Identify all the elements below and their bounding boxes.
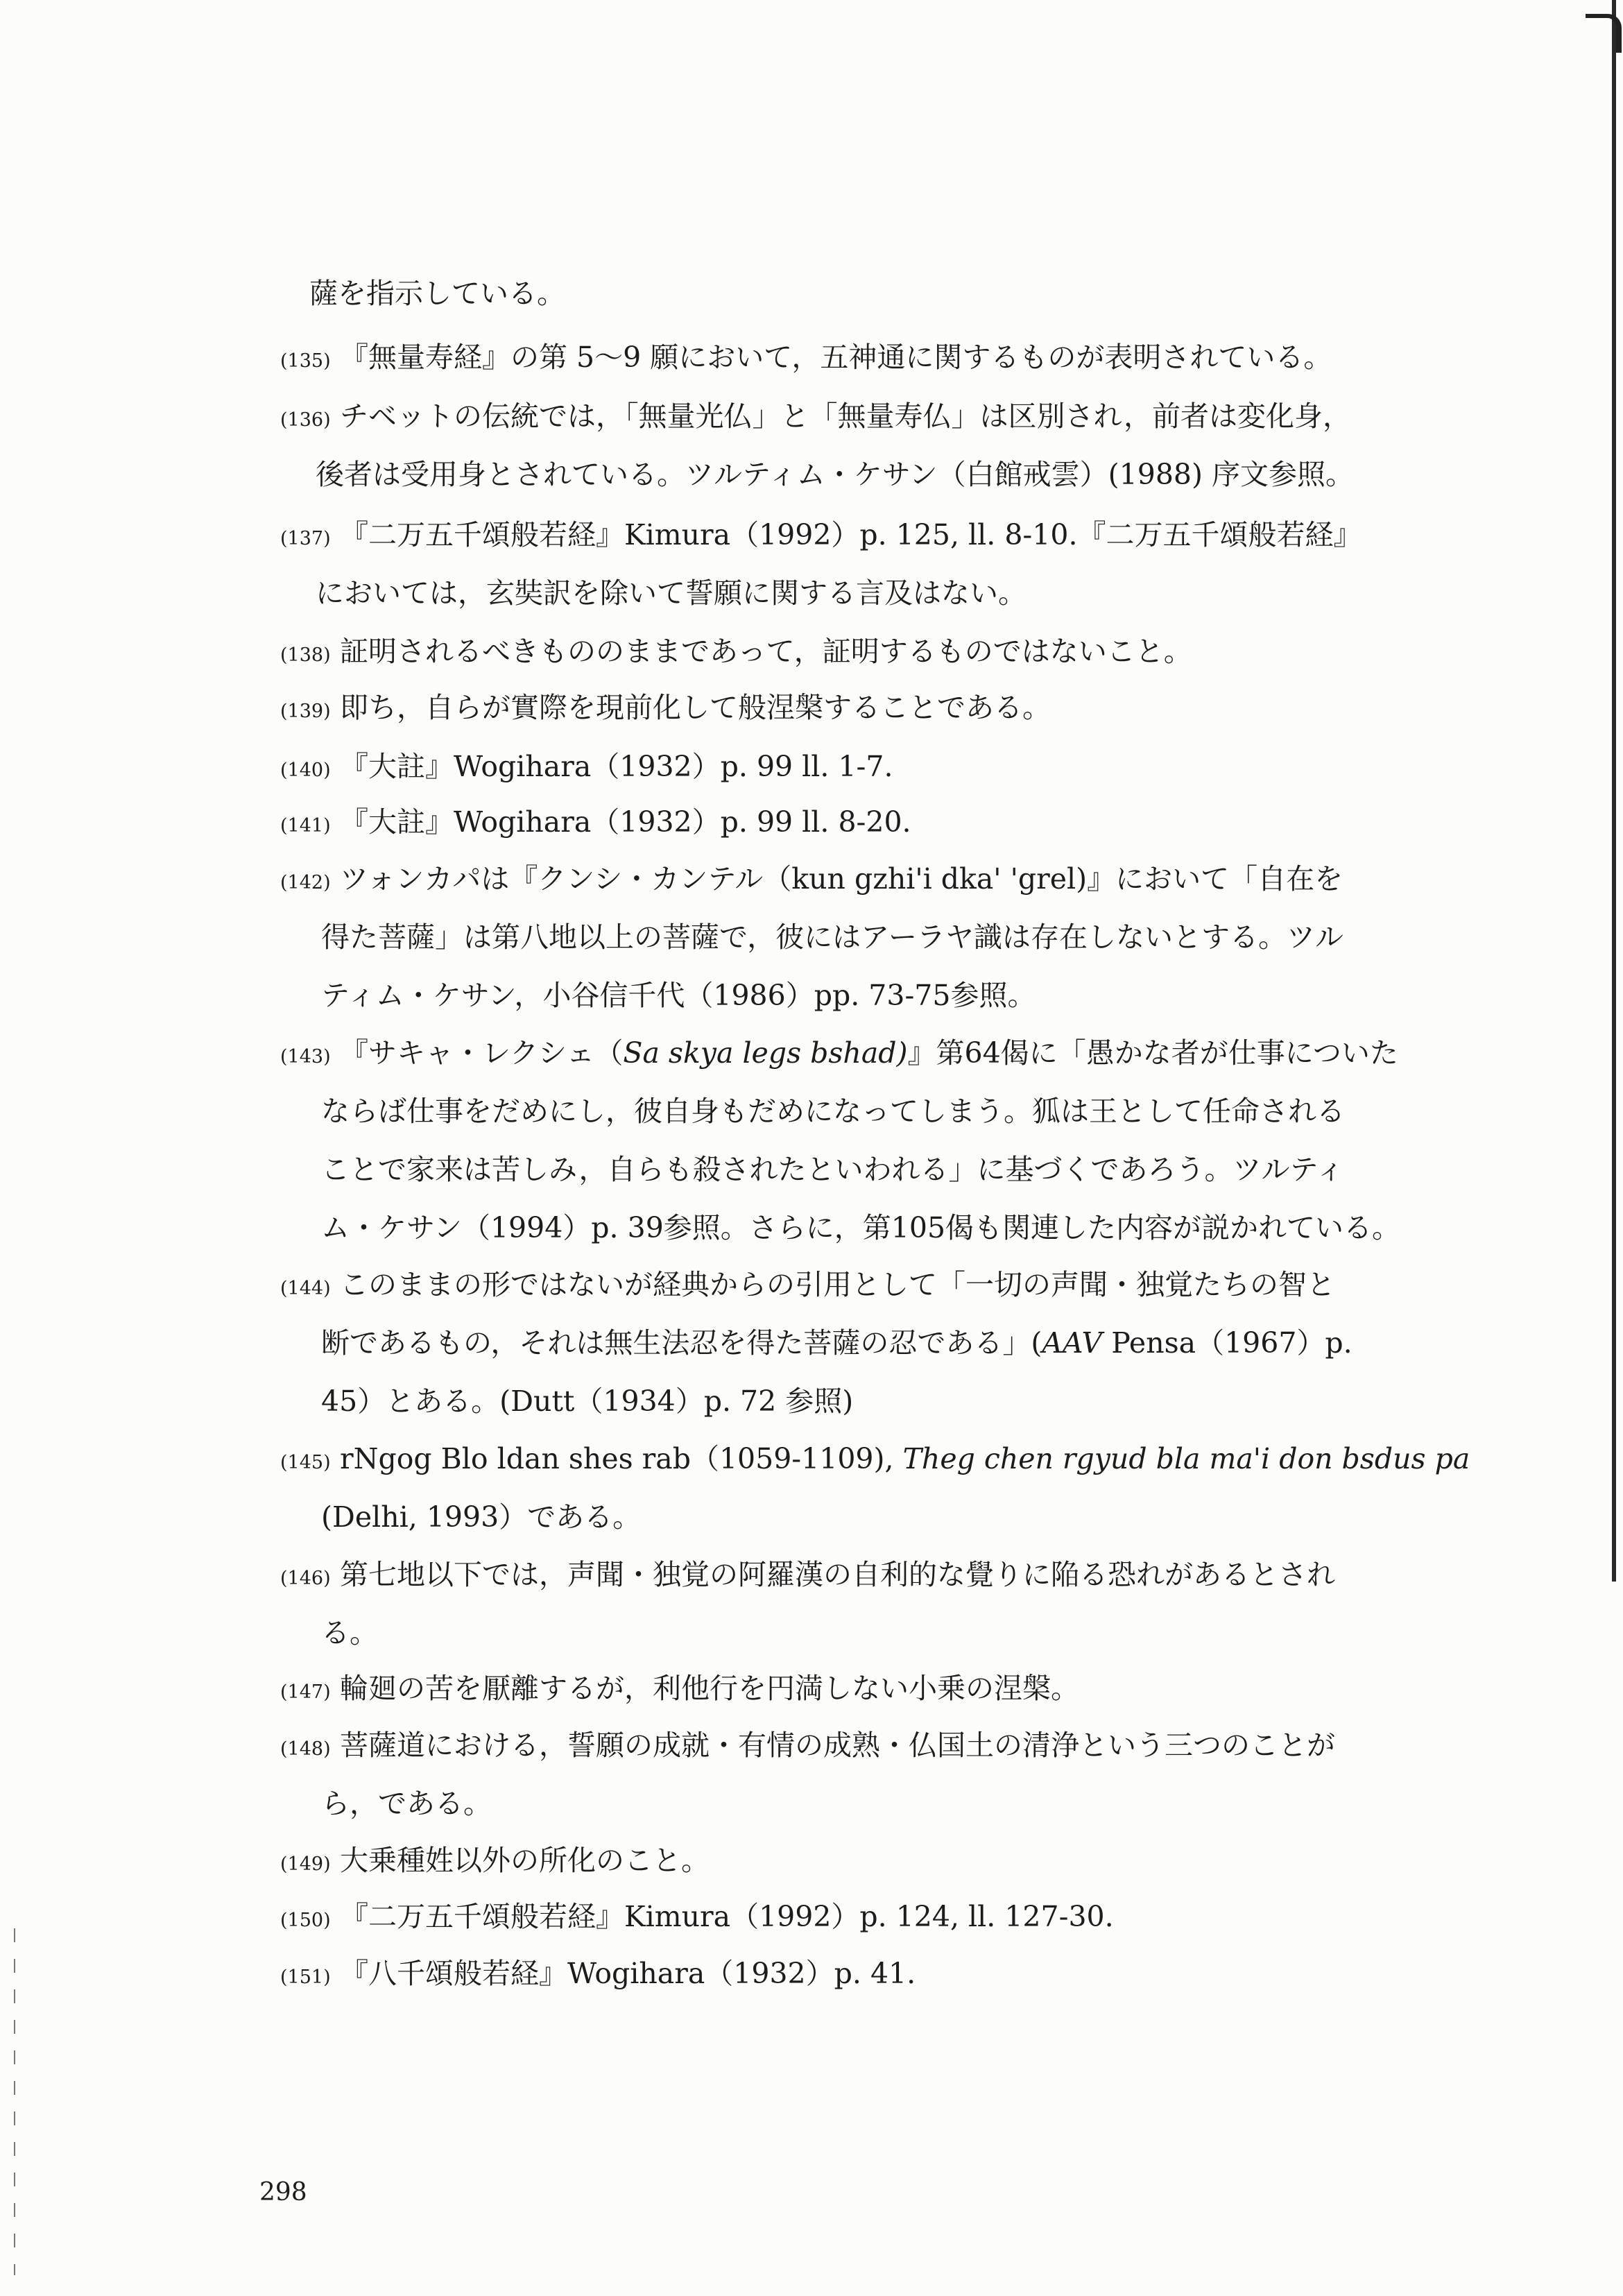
endnote-line-first — [280, 1668, 1079, 1709]
endnote-number: (146) — [280, 1568, 331, 1589]
endnote-text: ツォンカパは『クンシ・カンテル（kun gzhi'i dka' 'grel)』において「自在を — [340, 862, 1343, 896]
endnote-line — [316, 572, 1027, 614]
endnote-line — [321, 1090, 1345, 1132]
endnote-line — [321, 1380, 853, 1422]
endnote-line-first — [280, 1840, 710, 1881]
endnote-text: ならば仕事をだめにし，彼自身もだめになってしまう。狐は王として任命される — [321, 1095, 1345, 1128]
endnote-number: (145) — [280, 1452, 331, 1473]
endnote-text: 大乗種姓以外の所化のこと。 — [340, 1844, 710, 1877]
endnote-text: Theg chen rgyud bla ma'i don bsdus pa — [902, 1442, 1470, 1475]
endnote-number: (148) — [280, 1738, 331, 1760]
endnote-text: 証明されるべきもののままであって，証明するものではないこと。 — [340, 635, 1192, 668]
endnote-text: このままの形ではないが経典からの引用として「一切の声聞・独覚たちの智と — [340, 1268, 1335, 1301]
endnote-line-first — [280, 858, 1343, 900]
endnote-line-first — [280, 1896, 1114, 1937]
endnote-text: AAV — [1042, 1326, 1103, 1360]
endnote-line-first — [280, 687, 1051, 728]
endnote-number: (141) — [280, 815, 331, 837]
endnote-text: る。 — [321, 1616, 378, 1650]
endnote-line-first — [280, 1953, 916, 1994]
endnote-number: (138) — [280, 644, 331, 666]
endnote-text: 『二万五千頌般若経』Kimura（1992）p. 124, ll. 127-30. — [340, 1900, 1114, 1933]
endnote-number: (135) — [280, 350, 331, 372]
endnote-line-first — [280, 801, 911, 843]
endnote-text: 得た菩薩」は第八地以上の菩薩で，彼にはアーラヤ識は存在しないとする。ツル — [321, 920, 1343, 954]
endnote-number: (142) — [280, 872, 331, 893]
endnote-line-first — [280, 1032, 1398, 1074]
endnote-line-first — [280, 631, 1192, 672]
endnote-text: 後者は受用身とされている。ツルティム・ケサン（白館戒雲）(1988) 序文参照。 — [316, 458, 1355, 491]
endnote-text: 『八千頌般若経』Wogihara（1932）p. 41. — [340, 1957, 916, 1990]
endnote-text: ら，である。 — [321, 1787, 492, 1820]
endnote-text: チベットの伝統では，「無量光仏」と「無量寿仏」は区別され，前者は変化身， — [340, 400, 1351, 433]
endnote-line-first — [280, 514, 1362, 556]
endnote-line — [321, 1207, 1400, 1249]
endnote-line-first — [280, 746, 893, 787]
endnote-text: 断であるもの，それは無生法忍を得た菩薩の忍である」( — [321, 1326, 1042, 1360]
endnote-text: (Delhi, 1993）である。 — [321, 1500, 642, 1534]
endnote-text: 『大註』Wogihara（1932）p. 99 ll. 8-20. — [340, 805, 911, 839]
endnote-text: 『大註』Wogihara（1932）p. 99 ll. 1-7. — [340, 750, 893, 783]
endnote-text: 第七地以下では，声聞・独覚の阿羅漢の自利的な覺りに陥る恐れがあるとされ — [340, 1558, 1335, 1591]
endnote-number: (150) — [280, 1910, 331, 1931]
endnote-number: (136) — [280, 409, 331, 431]
endnote-text: ム・ケサン（1994）p. 39参照。さらに，第105偈も関連した内容が説かれている。 — [321, 1211, 1401, 1244]
endnote-line — [321, 1322, 1352, 1364]
endnote-number: (149) — [280, 1853, 331, 1875]
endnote-text: ことで家来は苦しみ，自らも殺されたといわれる」に基づくであろう。ツルティ — [321, 1153, 1345, 1186]
endnote-line-first — [280, 1724, 1335, 1766]
endnote-number: (147) — [280, 1681, 331, 1703]
endnote-line-first — [280, 1554, 1335, 1595]
endnote-number: (139) — [280, 701, 331, 722]
endnote-line — [321, 1496, 641, 1538]
endnote-line-first — [280, 395, 1351, 437]
endnote-line — [321, 916, 1343, 958]
scan-corner-mark — [1586, 14, 1622, 53]
endnote-line-first — [280, 336, 1332, 378]
endnote-number: (151) — [280, 1967, 331, 1988]
endnote-line — [321, 975, 1036, 1016]
endnote-text: 45）とある。(Dutt（1934）p. 72 参照) — [321, 1385, 854, 1418]
continuation-line: 薩を指示している。 — [309, 277, 565, 310]
endnote-text: 輪廻の苦を厭離するが，利他行を円満しない小乗の涅槃。 — [340, 1672, 1079, 1705]
endnote-text: 即ち，自らが實際を現前化して般涅槃することである。 — [340, 691, 1051, 724]
endnote-line — [321, 1149, 1344, 1190]
scan-binding-dashes — [14, 1928, 15, 2275]
endnote-text: においては，玄奘訳を除いて誓願に関する言及はない。 — [316, 576, 1027, 610]
endnote-text: 』第64偈に「愚かな者が仕事についた — [907, 1036, 1398, 1070]
endnote-text: rNgog Blo ldan shes rab（1059-1109), — [340, 1442, 903, 1475]
endnote-number: (143) — [280, 1046, 331, 1068]
endnote-text: Sa skya legs bshad) — [623, 1036, 908, 1070]
endnote-text: ティム・ケサン，小谷信千代（1986）pp. 73-75参照。 — [321, 979, 1036, 1012]
scan-edge-shadow — [1612, 0, 1616, 1582]
endnote-line-first — [280, 1438, 1470, 1480]
endnote-number: (140) — [280, 760, 331, 781]
endnote-text: 菩薩道における，誓願の成就・有情の成熟・仏国土の清浄という三つのことが — [340, 1729, 1335, 1762]
endnote-line — [321, 1612, 378, 1654]
endnote-line — [316, 454, 1354, 495]
endnote-number: (137) — [280, 528, 331, 549]
endnote-text: 『二万五千頌般若経』Kimura（1992）p. 125, ll. 8-10.『二万五千頌般若経』 — [340, 518, 1362, 551]
page-number: 298 — [259, 2178, 307, 2207]
endnote-line-first — [280, 1264, 1335, 1305]
endnote-line — [321, 1783, 492, 1824]
endnote-text: 『無量寿経』の第 5～9 願において，五神通に関するものが表明されている。 — [340, 341, 1332, 374]
endnote-number: (144) — [280, 1278, 331, 1299]
endnote-text: Pensa（1967）p. — [1102, 1326, 1352, 1360]
endnote-text: 『サキャ・レクシェ（ — [340, 1036, 624, 1070]
